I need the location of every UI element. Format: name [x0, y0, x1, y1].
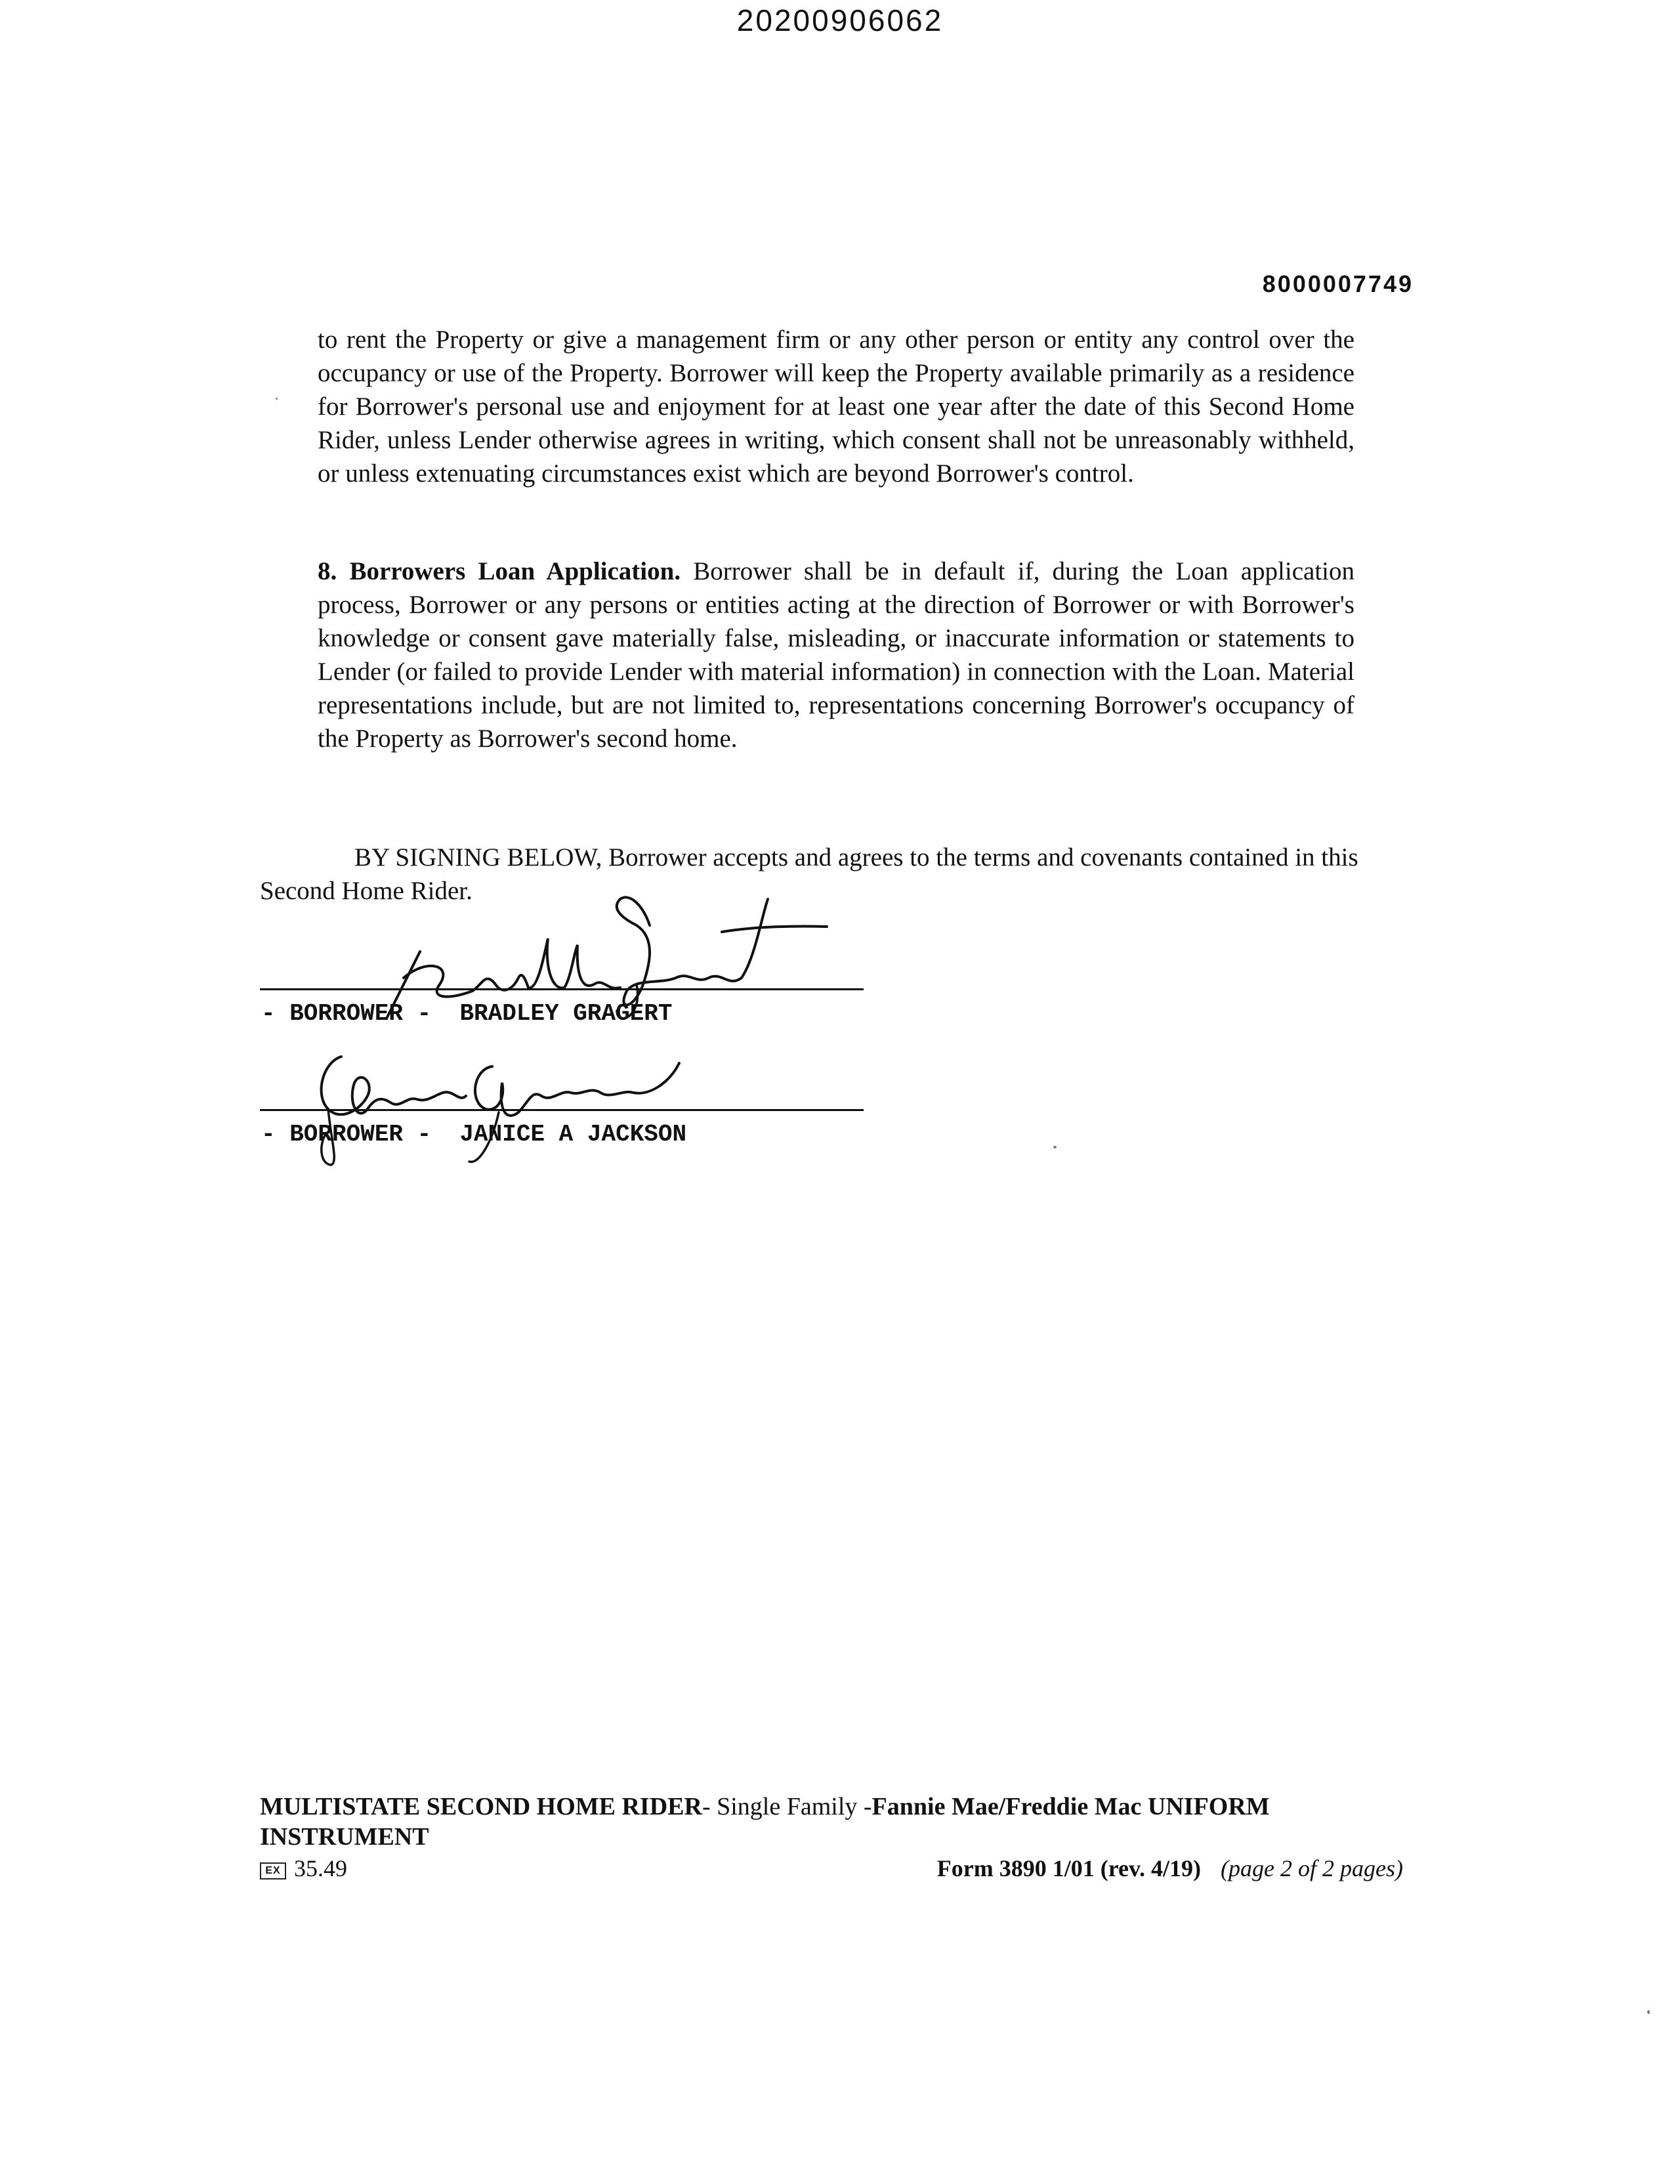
footer-form-info — [937, 1855, 1403, 1882]
scan-speck — [1053, 1146, 1057, 1148]
section-8-text: Borrower shall be in default if, during the Loan application process, Borrower or any persons or entities acting at the direction of Borrower or with Borrower's knowledge or consent gave materially false, misleading, or inaccurate information or statements to Lender (or failed to provide Lender with material information) in connection with the Loan. Material representations include, but are not limited to, representations concerning Borrower's occupancy of the Property as Borrower's second home. — [318, 557, 1355, 753]
borrower-1-label: - BORROWER - BRADLEY GRAGERT — [261, 1000, 673, 1027]
loan-number: 8000007749 — [1262, 270, 1414, 297]
footer-title-part2: - Single Family - — [702, 1793, 872, 1820]
paragraph-section-8 — [318, 555, 1354, 755]
signature-line-borrower-2 — [260, 1109, 864, 1111]
footer-page-info: (page 2 of 2 pages) — [1221, 1855, 1403, 1881]
scan-speck — [1647, 2010, 1650, 2014]
scan-speck — [276, 398, 278, 400]
ex-logo-icon: EX — [260, 1862, 286, 1880]
footer-code — [260, 1855, 347, 1882]
footer-title — [260, 1792, 1376, 1852]
borrower-2-label: - BORROWER - JANICE A JACKSON — [261, 1121, 687, 1148]
section-8-heading: 8. Borrowers Loan Application. — [318, 557, 681, 585]
signature-line-borrower-1 — [260, 988, 864, 990]
footer-form-number: Form 3890 1/01 (rev. 4/19) — [936, 1855, 1202, 1881]
document-number: 20200906062 — [736, 3, 944, 37]
signing-intro-text: BY SIGNING BELOW, Borrower accepts and agrees to the terms and covenants contained in this Second Home Rider. — [260, 843, 1358, 905]
paragraph-occupancy: to rent the Property or give a management firm or any other person or entity any control over the occupancy or use of the Property. Borrower will keep the Property available primarily as a residence for Borrower's personal use and enjoyment for at least one year after the date of this Second Home Rider, unless Lender otherwise agrees in writing, which consent shall not be unreasonably withheld, or unless extenuating circumstances exist which are beyond Borrower's control. — [318, 326, 1354, 488]
footer-title-part1: MULTISTATE SECOND HOME RIDER — [260, 1793, 702, 1820]
footer-title-part3: Fannie Mae/Freddie Mac UNIFORM INSTRUMENT — [260, 1793, 1270, 1851]
footer-code-value: 35.49 — [294, 1855, 347, 1881]
